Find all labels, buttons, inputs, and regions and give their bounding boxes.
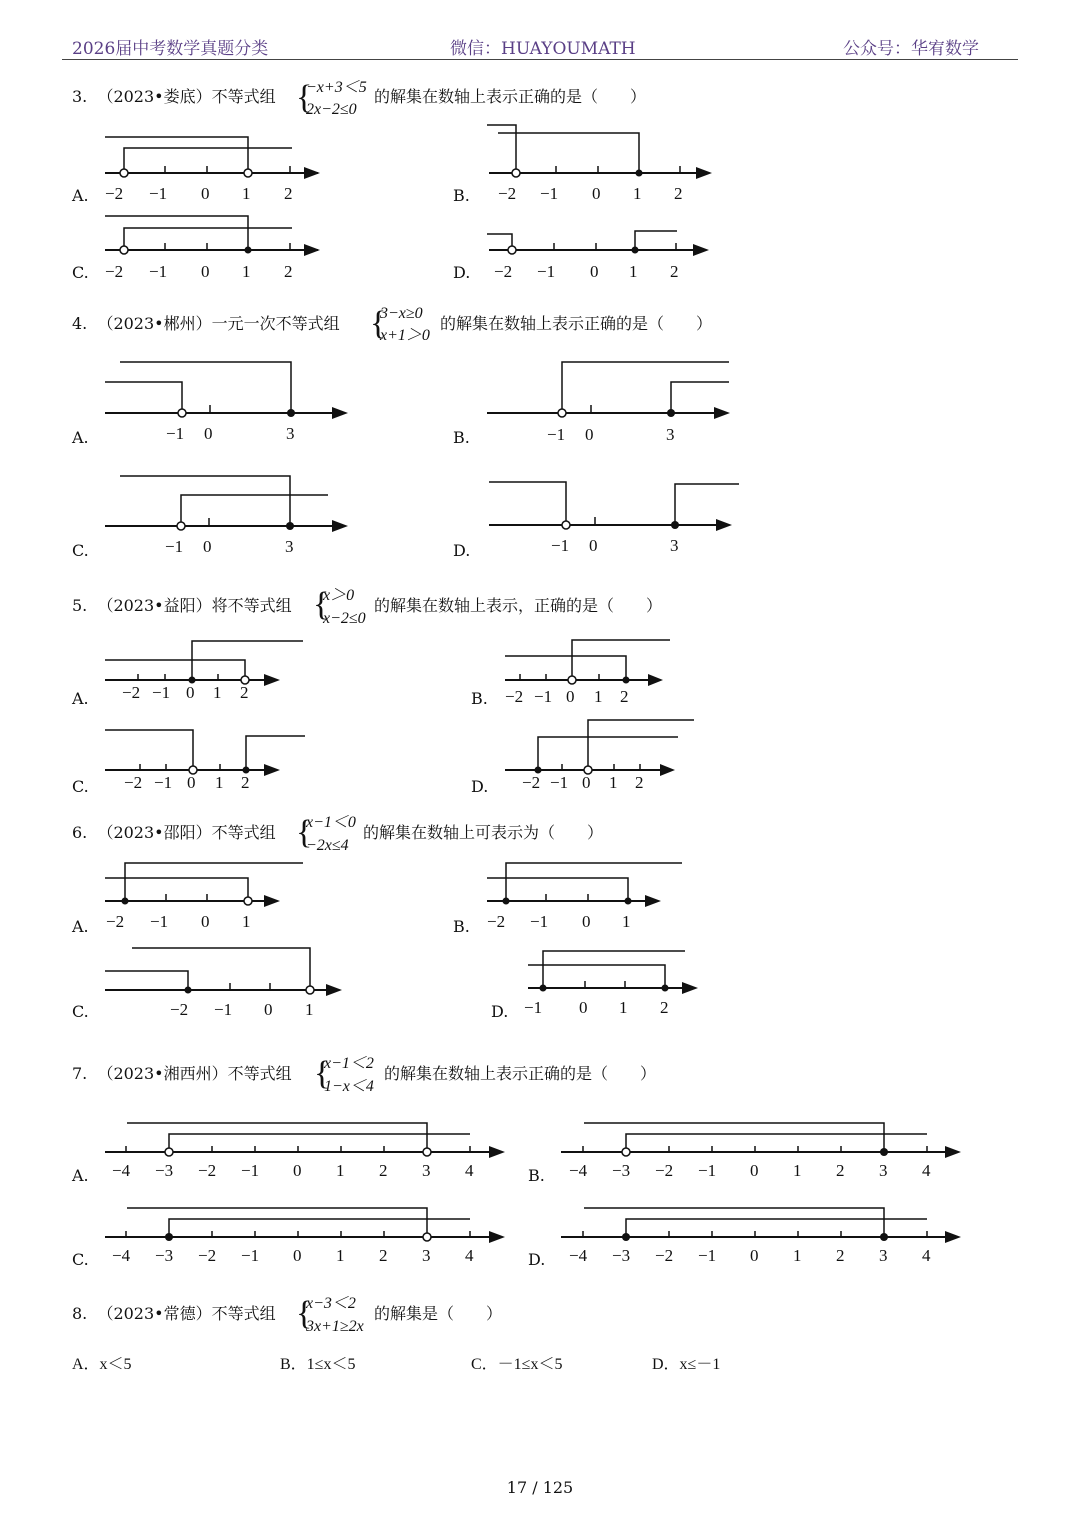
- header-center: 微信：HUAYOUMATH: [450, 39, 636, 59]
- q7-tail: 的解集在数轴上表示正确的是（ ）: [384, 1064, 657, 1083]
- q4-number-line-c: [100, 468, 360, 563]
- tick-label: 1: [609, 773, 618, 792]
- q3-ineq-2: 2x−2≤0: [306, 101, 357, 118]
- tick-label: −4: [569, 1161, 588, 1180]
- tick-label: −1: [540, 184, 559, 203]
- tick-label: 0: [201, 912, 210, 931]
- q6-option-b[interactable]: B.: [453, 917, 470, 936]
- q4-num: 4.: [72, 314, 88, 333]
- q4-option-c[interactable]: C.: [72, 541, 89, 560]
- tick-label: 0: [293, 1161, 302, 1180]
- tick-label: 0: [293, 1246, 302, 1265]
- q6-option-d[interactable]: D.: [491, 1002, 509, 1021]
- tick-label: −2: [105, 262, 124, 281]
- q7-number-line-c: [100, 1200, 510, 1270]
- tick-label: 2: [284, 262, 293, 281]
- q6-number-line-d: [520, 940, 720, 1020]
- tick-label: 2: [674, 184, 683, 203]
- q3-num: 3.: [72, 87, 88, 106]
- tick-label: 1: [336, 1161, 345, 1180]
- q5-ineq-1: x＞0: [323, 587, 355, 604]
- q4-number-line-b: [484, 355, 744, 450]
- tick-label: −2: [170, 1000, 189, 1019]
- q7-number-line-d: [556, 1200, 966, 1270]
- tick-label: 2: [379, 1161, 388, 1180]
- tick-label: 4: [922, 1246, 931, 1265]
- tick-label: 0: [204, 424, 213, 443]
- q8-tail: 的解集是（ ）: [374, 1304, 503, 1323]
- q3-ineq-1: −x+3＜5: [306, 79, 367, 96]
- tick-label: 2: [240, 683, 249, 702]
- tick-label: 2: [241, 773, 250, 792]
- tick-label: 0: [750, 1246, 759, 1265]
- q6-option-c[interactable]: C.: [72, 1002, 89, 1021]
- tick-label: 0: [582, 773, 591, 792]
- tick-label: 0: [566, 687, 575, 706]
- q4-option-a[interactable]: A.: [72, 428, 89, 447]
- q7-option-a[interactable]: A.: [72, 1166, 89, 1185]
- q5-option-b[interactable]: B.: [471, 689, 488, 708]
- q5-number-line-c: [100, 720, 320, 795]
- tick-label: 3: [666, 425, 675, 444]
- q4-option-b[interactable]: B.: [453, 428, 470, 447]
- tick-label: 4: [922, 1161, 931, 1180]
- tick-label: −2: [655, 1246, 674, 1265]
- q4-src: （2023•郴州）一元一次不等式组: [97, 314, 340, 333]
- q4-ineq-2: x+1＞0: [380, 327, 430, 344]
- tick-label: 3: [422, 1246, 431, 1265]
- tick-label: −1: [214, 1000, 233, 1019]
- tick-label: 2: [670, 262, 679, 281]
- tick-label: −1: [165, 537, 184, 556]
- tick-label: 4: [465, 1246, 474, 1265]
- tick-label: −1: [698, 1246, 717, 1265]
- tick-label: −2: [655, 1161, 674, 1180]
- tick-label: 0: [592, 184, 601, 203]
- tick-label: 0: [582, 912, 591, 931]
- q8-option-b[interactable]: B．1≤x＜5: [280, 1356, 356, 1373]
- q8-src: （2023•常德）不等式组: [97, 1304, 276, 1323]
- tick-label: 1: [594, 687, 603, 706]
- tick-label: 0: [589, 536, 598, 555]
- tick-label: 1: [619, 998, 628, 1017]
- q3-number-line-b: [484, 130, 714, 205]
- tick-label: 0: [585, 425, 594, 444]
- tick-label: 0: [750, 1161, 759, 1180]
- tick-label: −1: [166, 424, 185, 443]
- tick-label: −3: [612, 1246, 631, 1265]
- tick-label: −1: [524, 998, 543, 1017]
- q6-ineq-1: x−1＜0: [306, 814, 356, 831]
- tick-label: −2: [487, 912, 506, 931]
- q3-option-a[interactable]: A.: [72, 186, 89, 205]
- q5-number-line-d: [500, 715, 700, 795]
- page-number: 17 / 125: [506, 1478, 574, 1497]
- q5-number-line-b: [500, 630, 700, 705]
- tick-label: −2: [105, 184, 124, 203]
- q6-number-line-c: [100, 940, 350, 1020]
- q7-ineq-1: x−1＜2: [324, 1055, 374, 1072]
- tick-label: 0: [201, 184, 210, 203]
- q5-src: （2023•益阳）将不等式组: [97, 596, 292, 615]
- q3-option-b[interactable]: B.: [453, 186, 470, 205]
- q4-ineq-1: 3−x≥0: [380, 305, 423, 322]
- q7-number-line-a: [100, 1115, 510, 1185]
- tick-label: −1: [150, 912, 169, 931]
- tick-label: 2: [379, 1246, 388, 1265]
- tick-label: 2: [660, 998, 669, 1017]
- tick-label: −1: [149, 262, 168, 281]
- tick-label: −1: [530, 912, 549, 931]
- tick-label: 0: [590, 262, 599, 281]
- q8-ineq-1: x−3＜2: [306, 1295, 356, 1312]
- tick-label: −1: [534, 687, 553, 706]
- q5-option-c[interactable]: C.: [72, 777, 89, 796]
- tick-label: 1: [336, 1246, 345, 1265]
- tick-label: 2: [836, 1161, 845, 1180]
- tick-label: −3: [612, 1161, 631, 1180]
- tick-label: −2: [198, 1246, 217, 1265]
- q5-option-d[interactable]: D.: [471, 777, 489, 796]
- q8-ineq-2: 3x+1≥2x: [306, 1318, 364, 1335]
- tick-label: 1: [242, 184, 251, 203]
- tick-label: −2: [124, 773, 143, 792]
- header-left: 2026届中考数学真题分类: [72, 39, 269, 59]
- q7-num: 7.: [72, 1064, 88, 1083]
- tick-label: 1: [629, 262, 638, 281]
- q8-option-c[interactable]: C．－1≤x＜5: [471, 1356, 563, 1373]
- q7-ineq-2: 1−x＜4: [324, 1078, 374, 1095]
- q7-number-line-b: [556, 1115, 966, 1185]
- tick-label: 2: [284, 184, 293, 203]
- tick-label: −1: [241, 1246, 260, 1265]
- tick-label: −3: [155, 1161, 174, 1180]
- q7-option-b[interactable]: B.: [528, 1166, 545, 1185]
- tick-label: −2: [106, 912, 125, 931]
- tick-label: −2: [498, 184, 517, 203]
- q3-number-line-c: [100, 210, 330, 285]
- tick-label: 3: [286, 424, 295, 443]
- tick-label: 1: [213, 683, 222, 702]
- tick-label: 0: [579, 998, 588, 1017]
- tick-label: 3: [670, 536, 679, 555]
- q3-tail: 的解集在数轴上表示正确的是（ ）: [374, 87, 647, 106]
- tick-label: −1: [698, 1161, 717, 1180]
- q3-number-line-a: [100, 130, 330, 205]
- tick-label: 2: [620, 687, 629, 706]
- tick-label: 0: [187, 773, 196, 792]
- q3-option-c[interactable]: C.: [72, 263, 89, 282]
- q4-tail: 的解集在数轴上表示正确的是（ ）: [440, 314, 713, 333]
- q4-number-line-d: [484, 468, 744, 563]
- tick-label: −1: [537, 262, 556, 281]
- tick-label: −1: [551, 536, 570, 555]
- tick-label: 1: [305, 1000, 314, 1019]
- q8-option-d[interactable]: D．x≤－1: [652, 1356, 721, 1373]
- q7-src: （2023•湘西州）不等式组: [97, 1064, 292, 1083]
- header-right: 公众号：华宥数学: [843, 39, 979, 59]
- q6-src: （2023•邵阳）不等式组: [97, 823, 276, 842]
- tick-label: 0: [203, 537, 212, 556]
- tick-label: −2: [505, 687, 524, 706]
- tick-label: 3: [422, 1161, 431, 1180]
- tick-label: 3: [285, 537, 294, 556]
- tick-label: 4: [465, 1161, 474, 1180]
- tick-label: 3: [879, 1246, 888, 1265]
- tick-label: 1: [215, 773, 224, 792]
- q6-num: 6.: [72, 823, 88, 842]
- tick-label: −1: [154, 773, 173, 792]
- q7-option-d[interactable]: D.: [528, 1250, 546, 1269]
- tick-label: 0: [201, 262, 210, 281]
- tick-label: −1: [149, 184, 168, 203]
- tick-label: −4: [112, 1246, 131, 1265]
- header-rule: [62, 59, 1018, 60]
- q3-src: （2023•娄底）不等式组: [97, 87, 276, 106]
- tick-label: 1: [793, 1246, 802, 1265]
- tick-label: −2: [198, 1161, 217, 1180]
- tick-label: −1: [547, 425, 566, 444]
- q5-option-a[interactable]: A.: [72, 689, 89, 708]
- tick-label: −3: [155, 1246, 174, 1265]
- tick-label: −2: [522, 773, 541, 792]
- tick-label: 0: [186, 683, 195, 702]
- q6-ineq-2: −2x≤4: [306, 837, 349, 854]
- tick-label: −1: [241, 1161, 260, 1180]
- tick-label: 1: [633, 184, 642, 203]
- tick-label: 1: [242, 912, 251, 931]
- tick-label: 3: [879, 1161, 888, 1180]
- tick-label: −2: [494, 262, 513, 281]
- q6-tail: 的解集在数轴上可表示为（ ）: [363, 823, 604, 842]
- q5-tail: 的解集在数轴上表示，正确的是（ ）: [374, 596, 663, 615]
- q4-option-d[interactable]: D.: [453, 541, 471, 560]
- tick-label: 1: [793, 1161, 802, 1180]
- q7-option-c[interactable]: C.: [72, 1250, 89, 1269]
- q6-number-line-b: [484, 855, 704, 935]
- q8-num: 8.: [72, 1304, 88, 1323]
- q6-number-line-a: [100, 855, 320, 935]
- tick-label: −4: [569, 1246, 588, 1265]
- tick-label: 1: [622, 912, 631, 931]
- q6-option-a[interactable]: A.: [72, 917, 89, 936]
- q5-ineq-2: x−2≤0: [323, 610, 366, 627]
- q5-number-line-a: [100, 630, 300, 705]
- tick-label: −1: [550, 773, 569, 792]
- tick-label: −4: [112, 1161, 131, 1180]
- q8-option-a[interactable]: A．x＜5: [72, 1356, 132, 1373]
- tick-label: 2: [635, 773, 644, 792]
- tick-label: 2: [836, 1246, 845, 1265]
- tick-label: 1: [242, 262, 251, 281]
- tick-label: −1: [152, 683, 171, 702]
- q3-option-d[interactable]: D.: [453, 263, 471, 282]
- q4-number-line-a: [100, 355, 360, 450]
- q5-num: 5.: [72, 596, 88, 615]
- q3-number-line-d: [484, 210, 714, 285]
- tick-label: −2: [122, 683, 141, 702]
- tick-label: 0: [264, 1000, 273, 1019]
